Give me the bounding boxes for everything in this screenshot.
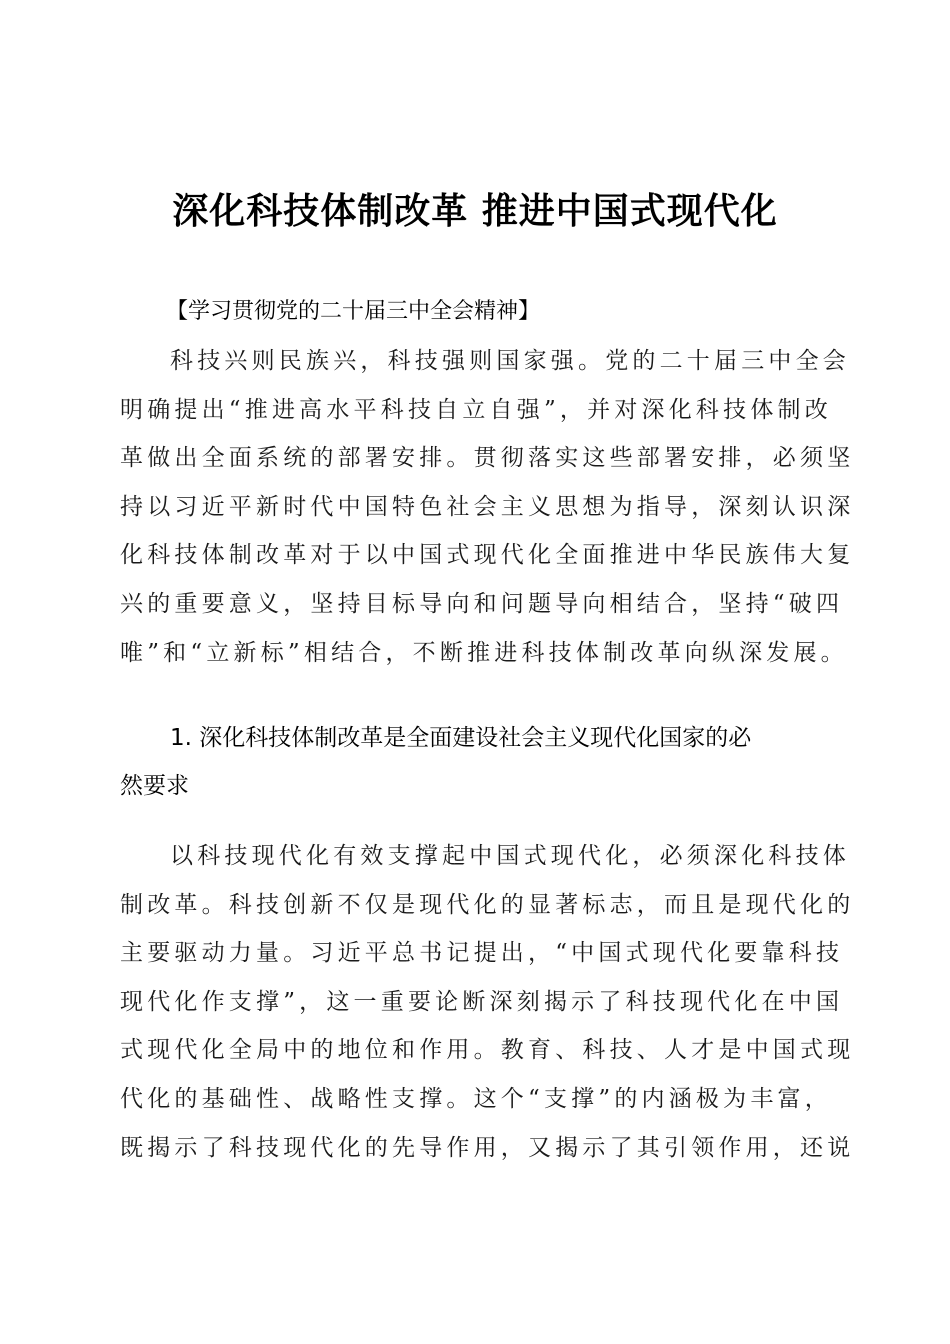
section-1-heading [120,714,830,810]
paragraph-line: 科技兴则民族兴，科技强则国家强。党的二十届三中全会 [170,348,850,374]
document-title: 深化科技体制改革 推进中国式现代化 [172,190,778,232]
paragraph-line: 以科技现代化有效支撑起中国式现代化，必须深化科技体 [170,843,850,869]
section-tag: 【学习贯彻党的二十届三中全会精神】 [166,299,541,324]
paragraph-line: 革做出全面系统的部署安排。贯彻落实这些部署安排，必须坚 [120,445,855,472]
paragraph-line: 持以习近平新时代中国特色社会主义思想为指导，深刻认识深 [120,493,855,520]
heading-line: 1. 深化科技体制改革是全面建设社会主义现代化国家的必 [170,725,752,751]
heading-line: 然要求 [120,773,189,799]
intro-paragraph [120,337,855,677]
paragraph-line: 化科技体制改革对于以中国式现代化全面推进中华民族伟大复 [120,542,855,569]
paragraph-line: 代化的基础性、战略性支撑。这个“支撑”的内涵极为丰富， [120,1085,832,1112]
paragraph-line: 明确提出“推进高水平科技自立自强”，并对深化科技体制改 [120,396,832,423]
paragraph-line: 兴的重要意义，坚持目标导向和问题导向相结合，坚持“破四 [120,590,844,617]
paragraph-line: 唯”和“立新标”相结合，不断推进科技体制改革向纵深发展。 [120,639,848,666]
section-1-paragraph [120,832,855,1172]
paragraph-line: 式现代化全局中的地位和作用。教育、科技、人才是中国式现 [120,1037,855,1064]
paragraph-line: 主要驱动力量。习近平总书记提出，“中国式现代化要靠科技 [120,940,844,967]
paragraph-line: 制改革。科技创新不仅是现代化的显著标志，而且是现代化的 [120,891,855,918]
paragraph-line: 既揭示了科技现代化的先导作用，又揭示了其引领作用，还说 [120,1134,855,1161]
paragraph-line: 现代化作支撑”，这一重要论断深刻揭示了科技现代化在中国 [120,988,844,1015]
